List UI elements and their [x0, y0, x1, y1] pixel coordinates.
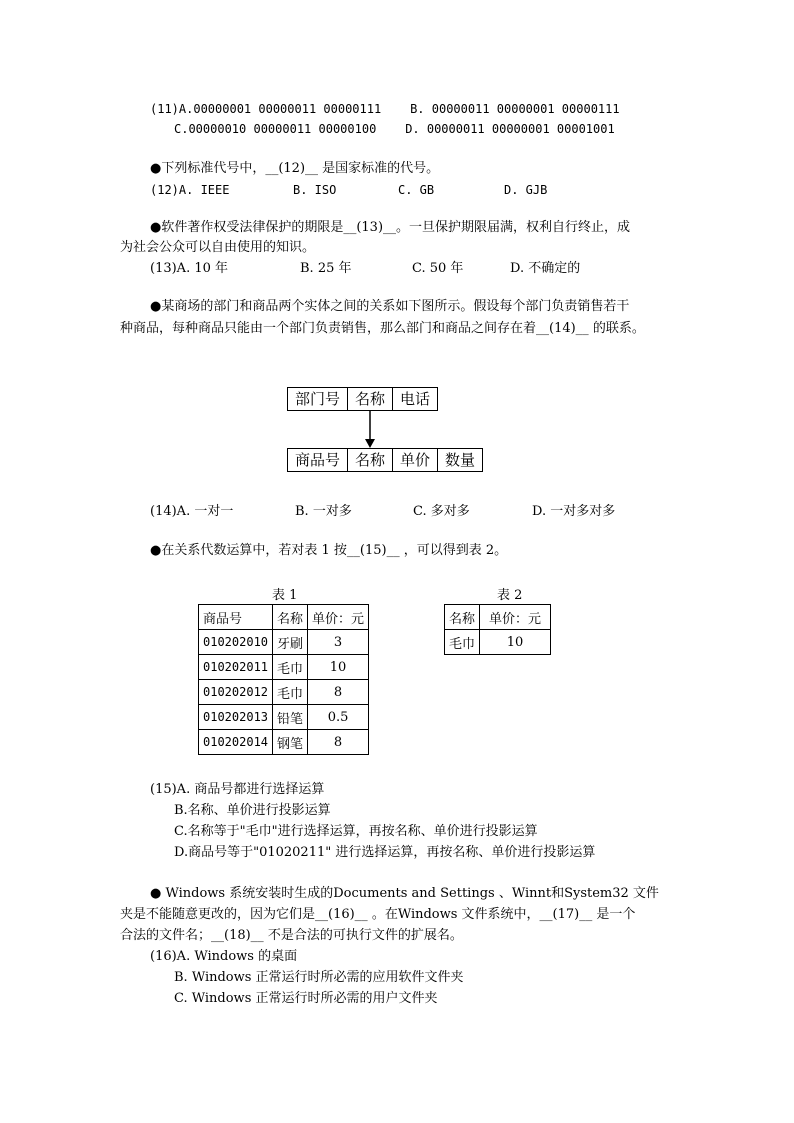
table1-caption: 表 1 — [272, 588, 298, 603]
q16-stem-line1: ● Windows 系统安装时生成的Documents and Settings 、Winnt和System32 文件 — [150, 886, 659, 901]
goods-field: 商品号 — [288, 449, 348, 471]
q15-option-d: D.商品号等于"01020211" 进行选择运算，再按名称、单价进行投影运算 — [174, 845, 596, 860]
table-cell: 10 — [480, 630, 551, 655]
q16-option-a: (16)A. Windows 的桌面 — [150, 949, 298, 964]
table-header-cell: 商品号 — [199, 605, 273, 630]
table-cell: 8 — [308, 730, 369, 755]
q12-stem: ●下列标准代号中，__(12)__ 是国家标准的代号。 — [150, 161, 440, 176]
q12-option-b: B. ISO — [293, 183, 337, 197]
q14-option-b: B. 一对多 — [295, 504, 352, 519]
q15-option-a: (15)A. 商品号都进行选择运算 — [150, 782, 325, 797]
dept-field: 电话 — [400, 390, 431, 408]
table1 — [198, 604, 369, 755]
q16-stem-line3: 合法的文件名；__(18)__ 不是合法的可执行文件的扩展名。 — [120, 928, 463, 943]
table-cell: 牙刷 — [273, 630, 308, 655]
q15-option-c: C.名称等于"毛巾"进行选择运算，再按名称、单价进行投影运算 — [174, 824, 538, 839]
q16-stem-line2: 夹是不能随意更改的，因为它们是__(16)__ 。在Windows 文件系统中，__(17)__ 是一个 — [120, 907, 636, 922]
table-cell: 毛巾 — [273, 680, 308, 705]
q14-option-a: (14)A. 一对一 — [150, 504, 234, 519]
table-cell: 010202013 — [199, 705, 273, 730]
table-row — [199, 730, 369, 755]
q14-stem-line2: 种商品，每种商品只能由一个部门负责销售，那么部门和商品之间存在着__(14)__ 的联系。 — [120, 321, 645, 336]
table-cell: 0.5 — [308, 705, 369, 730]
goods-field: 单价 — [393, 449, 438, 471]
q14-stem-line1: ●某商场的部门和商品两个实体之间的关系如下图所示。假设每个部门负责销售若干 — [150, 299, 630, 314]
q13-option-c: C. 50 年 — [412, 261, 464, 276]
table2 — [444, 604, 551, 655]
table-header-cell: 名称 — [273, 605, 308, 630]
goods-entity-box — [287, 448, 483, 472]
q12-option-d: D. GJB — [504, 183, 548, 197]
table-cell: 10 — [308, 655, 369, 680]
dept-field: 部门号 — [288, 388, 348, 410]
goods-field: 数量 — [445, 451, 476, 469]
q11-options-line2: C.00000010 00000011 00000100 D. 00000011 00000001 00001001 — [174, 122, 615, 136]
table1-header-row — [199, 605, 369, 630]
relationship-arrow — [362, 410, 378, 450]
q12-option-a: (12)A. IEEE — [150, 183, 230, 197]
table-row — [199, 655, 369, 680]
q16-option-b: B. Windows 正常运行时所必需的应用软件文件夹 — [174, 970, 464, 985]
table-row — [199, 680, 369, 705]
table-cell: 毛巾 — [445, 630, 480, 655]
q14-option-c: C. 多对多 — [413, 504, 470, 519]
q12-option-c: C. GB — [398, 183, 435, 197]
table2-header-row — [445, 605, 551, 630]
table-row — [199, 630, 369, 655]
table-row — [199, 705, 369, 730]
table-cell: 010202011 — [199, 655, 273, 680]
table-cell: 3 — [308, 630, 369, 655]
q13-option-d: D. 不确定的 — [510, 261, 581, 276]
q11-options-line1: (11)A.00000001 00000011 00000111 B. 00000011 00000001 00000111 — [150, 102, 620, 116]
q15-stem: ●在关系代数运算中，若对表 1 按__(15)__ ，可以得到表 2。 — [150, 543, 508, 558]
table-cell: 铅笔 — [273, 705, 308, 730]
table-cell: 8 — [308, 680, 369, 705]
table2-caption: 表 2 — [497, 588, 523, 603]
table-cell: 010202014 — [199, 730, 273, 755]
q14-option-d: D. 一对多对多 — [532, 504, 616, 519]
dept-entity-box — [287, 387, 438, 411]
dept-field: 名称 — [348, 388, 393, 410]
table-cell: 010202012 — [199, 680, 273, 705]
goods-field: 名称 — [348, 449, 393, 471]
table-cell: 毛巾 — [273, 655, 308, 680]
table-header-cell: 单价：元 — [308, 605, 369, 630]
q13-stem-line2: 为社会公众可以自由使用的知识。 — [120, 240, 316, 255]
q15-option-b: B.名称、单价进行投影运算 — [174, 803, 331, 818]
table-header-cell: 名称 — [445, 605, 480, 630]
table-cell: 钢笔 — [273, 730, 308, 755]
q16-option-c: C. Windows 正常运行时所必需的用户文件夹 — [174, 991, 438, 1006]
table-cell: 010202010 — [199, 630, 273, 655]
q13-option-a: (13)A. 10 年 — [150, 261, 229, 276]
q13-stem-line1: ●软件著作权受法律保护的期限是__(13)__。一旦保护期限届满，权利自行终止，成 — [150, 220, 631, 235]
table-row — [445, 630, 551, 655]
table-header-cell: 单价：元 — [480, 605, 551, 630]
q13-option-b: B. 25 年 — [300, 261, 352, 276]
